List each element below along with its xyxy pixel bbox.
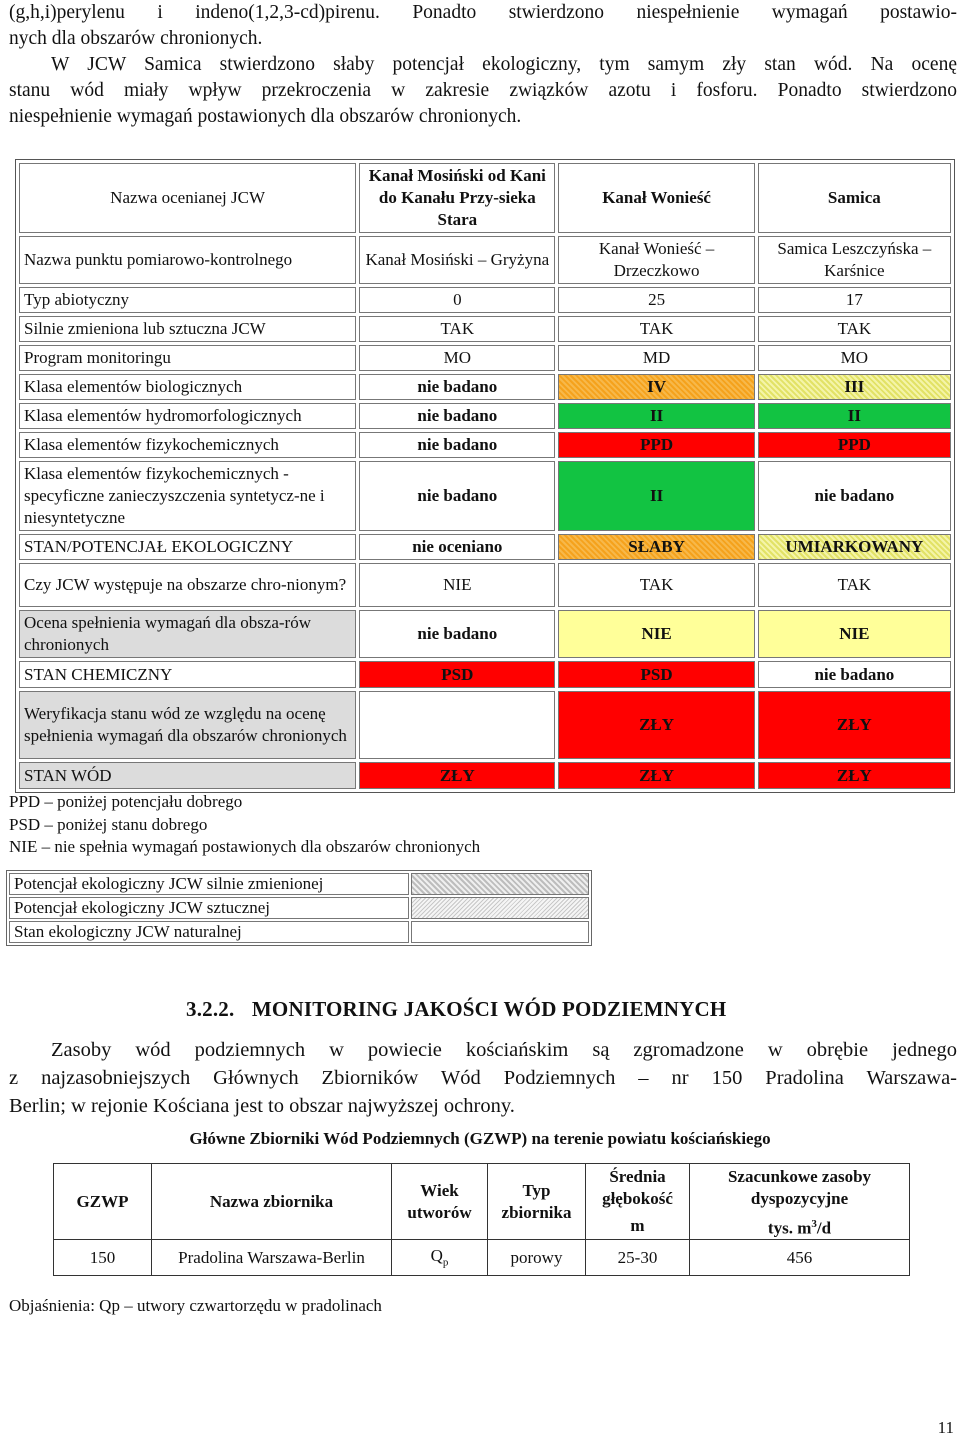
section-line-3: Berlin; w rejonie Kościana jest to obszar najwyższej ochrony. — [9, 1095, 515, 1117]
section-title: MONITORING JAKOŚCI WÓD PODZIEMNYCH — [251, 997, 727, 1021]
cell-name: Pradolina Warszawa-Berlin — [152, 1240, 392, 1276]
header-point-3: Samica Leszczyńska – Karśnice — [758, 236, 951, 284]
cell: TAK — [359, 316, 555, 342]
row-label: STAN WÓD — [19, 762, 356, 789]
table-row — [19, 610, 951, 658]
cell-resources: 456 — [690, 1240, 910, 1276]
gzwp-table — [53, 1163, 910, 1276]
cell-status-zly: ZŁY — [558, 691, 754, 759]
cell: nie badano — [359, 403, 555, 429]
intro-line-1: (g,h,i)perylenu i indeno(1,2,3-cd)pirenu. Ponadto stwierdzono niespełnienie wymagań postawio- — [9, 2, 957, 23]
intro-line-2: nych dla obszarów chronionych. — [9, 28, 263, 49]
table-row — [19, 316, 951, 342]
cell: TAK — [558, 563, 754, 607]
legend-row — [9, 897, 589, 919]
abbreviation-ppd: PPD – poniżej potencjału dobrego — [9, 792, 243, 811]
header-jcw-1: Kanał Mosiński od Kani do Kanału Przy-sieka Stara — [359, 163, 555, 233]
cell: 25 — [558, 287, 754, 313]
legend-label: Potencjał ekologiczny JCW sztucznej — [9, 897, 409, 919]
cell-status-zly: ZŁY — [359, 762, 555, 789]
abbreviation-psd: PSD – poniżej stanu dobrego — [9, 814, 208, 834]
table-row — [19, 691, 951, 759]
header-depth-unit: m — [586, 1213, 690, 1240]
cell-status-psd: PSD — [558, 661, 754, 688]
legend-swatch-dotted — [411, 897, 589, 919]
section-number: 3.2.2. — [186, 997, 235, 1021]
samica-line-1: W JCW Samica stwierdzono słaby potencjał ekologiczny, tym samym zły stan wód. Na ocenę — [51, 54, 957, 75]
header-point-1: Kanał Mosiński – Gryżyna — [359, 236, 555, 284]
cell-status-zly: ZŁY — [558, 762, 754, 789]
cell-status-ppd: PPD — [758, 432, 951, 458]
cell-status-zly: ZŁY — [758, 691, 951, 759]
abbreviation-nie: NIE – nie spełnia wymagań postawionych dla obszarów chronionych — [9, 837, 481, 856]
header-type: Typ zbiornika — [488, 1164, 586, 1240]
samica-line-2: stanu wód miały wpływ przekroczenia w zakresie związków azotu i fosforu. Ponadto stwierdzono — [9, 80, 957, 101]
cell-status-ii: II — [558, 461, 754, 531]
section-paragraph — [9, 1036, 957, 1120]
cell-depth: 25-30 — [586, 1240, 690, 1276]
cell: nie badano — [758, 661, 951, 688]
cell: TAK — [758, 316, 951, 342]
cell: nie badano — [359, 374, 555, 400]
cell-status-nie: NIE — [758, 610, 951, 658]
legend-swatch-hatched — [411, 873, 589, 895]
cell — [359, 691, 555, 759]
cell-type: porowy — [488, 1240, 586, 1276]
table-row — [19, 432, 951, 458]
table-row — [54, 1240, 910, 1276]
row-label: STAN CHEMICZNY — [19, 661, 356, 688]
row-label: Klasa elementów fizykochemicznych — [19, 432, 356, 458]
row-label: Silnie zmieniona lub sztuczna JCW — [19, 316, 356, 342]
legend-row — [9, 873, 589, 895]
samica-line-3: niespełnienie wymagań postawionych dla obszarów chronionych. — [9, 106, 522, 127]
cell: nie badano — [359, 461, 555, 531]
cell-status-iii: III — [758, 374, 951, 400]
table-row — [54, 1164, 910, 1213]
cell-status-ii: II — [558, 403, 754, 429]
header-resources-unit: tys. $m^3/d$ — [690, 1213, 910, 1240]
cell: nie oceniano — [359, 534, 555, 560]
section-line-1: Zasoby wód podziemnych w powiecie kościańskim są zgromadzone w obrębie jednego — [51, 1039, 957, 1061]
header-depth: Średnia głębokość — [586, 1164, 690, 1213]
table-row — [19, 461, 951, 531]
abbreviation-list — [9, 791, 480, 859]
gzwp-table-title: Główne Zbiorniki Wód Podziemnych (GZWP) na terenie powiatu kościańskiego — [189, 1129, 771, 1148]
header-label-point: Nazwa punktu pomiarowo-kontrolnego — [19, 236, 356, 284]
cell-status-ii: II — [758, 403, 951, 429]
page-number: 11 — [937, 1418, 954, 1437]
row-label: Program monitoringu — [19, 345, 356, 371]
cell-status-slaby: SŁABY — [558, 534, 754, 560]
row-label: Czy JCW występuje na obszarze chro-nionym? — [19, 563, 356, 607]
legend-label: Potencjał ekologiczny JCW silnie zmienionej — [9, 873, 409, 895]
row-label: STAN/POTENCJAŁ EKOLOGICZNY — [19, 534, 356, 560]
cell-status-ppd: PPD — [558, 432, 754, 458]
cell-status-psd: PSD — [359, 661, 555, 688]
header-point-2: Kanał Wonieść – Drzeczkowo — [558, 236, 754, 284]
cell: TAK — [558, 316, 754, 342]
row-label: Weryfikacja stanu wód ze względu na ocenę spełnienia wymagań dla obszarów chronionych — [19, 691, 356, 759]
row-label: Klasa elementów hydromorfologicznych — [19, 403, 356, 429]
section-heading — [186, 997, 726, 1022]
cell-status-iv: IV — [558, 374, 754, 400]
legend-row — [9, 921, 589, 943]
cell: MD — [558, 345, 754, 371]
table-row — [19, 762, 951, 789]
table-row — [19, 661, 951, 688]
cell: nie badano — [359, 610, 555, 658]
intro-paragraph — [9, 0, 957, 130]
header-name: Nazwa zbiornika — [152, 1164, 392, 1240]
cell: TAK — [758, 563, 951, 607]
table-row — [19, 163, 951, 233]
table-row — [19, 563, 951, 607]
assessment-table — [15, 159, 955, 793]
cell: 17 — [758, 287, 951, 313]
legend-label: Stan ekologiczny JCW naturalnej — [9, 921, 409, 943]
header-resources: Szacunkowe zasoby dyspozycyjne — [690, 1164, 910, 1213]
cell-status-zly: ZŁY — [758, 762, 951, 789]
cell: nie badano — [758, 461, 951, 531]
header-gzwp: GZWP — [54, 1164, 152, 1240]
table-row — [19, 403, 951, 429]
table-row — [19, 534, 951, 560]
header-jcw-2: Kanał Wonieść — [558, 163, 754, 233]
header-jcw-3: Samica — [758, 163, 951, 233]
cell: 0 — [359, 287, 555, 313]
cell-status-nie: NIE — [558, 610, 754, 658]
section-line-2: z najzasobniejszych Głównych Zbiorników Wód Podziemnych – nr 150 Pradolina Warszawa- — [9, 1067, 957, 1089]
cell: NIE — [359, 563, 555, 607]
table-row — [19, 236, 951, 284]
cell-status-umiarkowany: UMIARKOWANY — [758, 534, 951, 560]
cell: MO — [758, 345, 951, 371]
row-label: Typ abiotyczny — [19, 287, 356, 313]
header-label-jcw: Nazwa ocenianej JCW — [19, 163, 356, 233]
row-label: Klasa elementów biologicznych — [19, 374, 356, 400]
table-row — [19, 345, 951, 371]
cell-gzwp: 150 — [54, 1240, 152, 1276]
table-row — [19, 374, 951, 400]
legend-table — [6, 870, 592, 946]
cell-age: $Q_p$ — [392, 1240, 488, 1276]
header-age: Wiek utworów — [392, 1164, 488, 1240]
row-label: Ocena spełnienia wymagań dla obsza-rów chronionych — [19, 610, 356, 658]
table-row — [19, 287, 951, 313]
cell: MO — [359, 345, 555, 371]
cell: nie badano — [359, 432, 555, 458]
row-label: Klasa elementów fizykochemicznych - specyficzne zanieczyszczenia syntetycz-ne i niesyntetyczne — [19, 461, 356, 531]
footnote: Objaśnienia: Qp – utwory czwartorzędu w pradolinach — [9, 1296, 382, 1315]
legend-swatch-plain — [411, 921, 589, 943]
